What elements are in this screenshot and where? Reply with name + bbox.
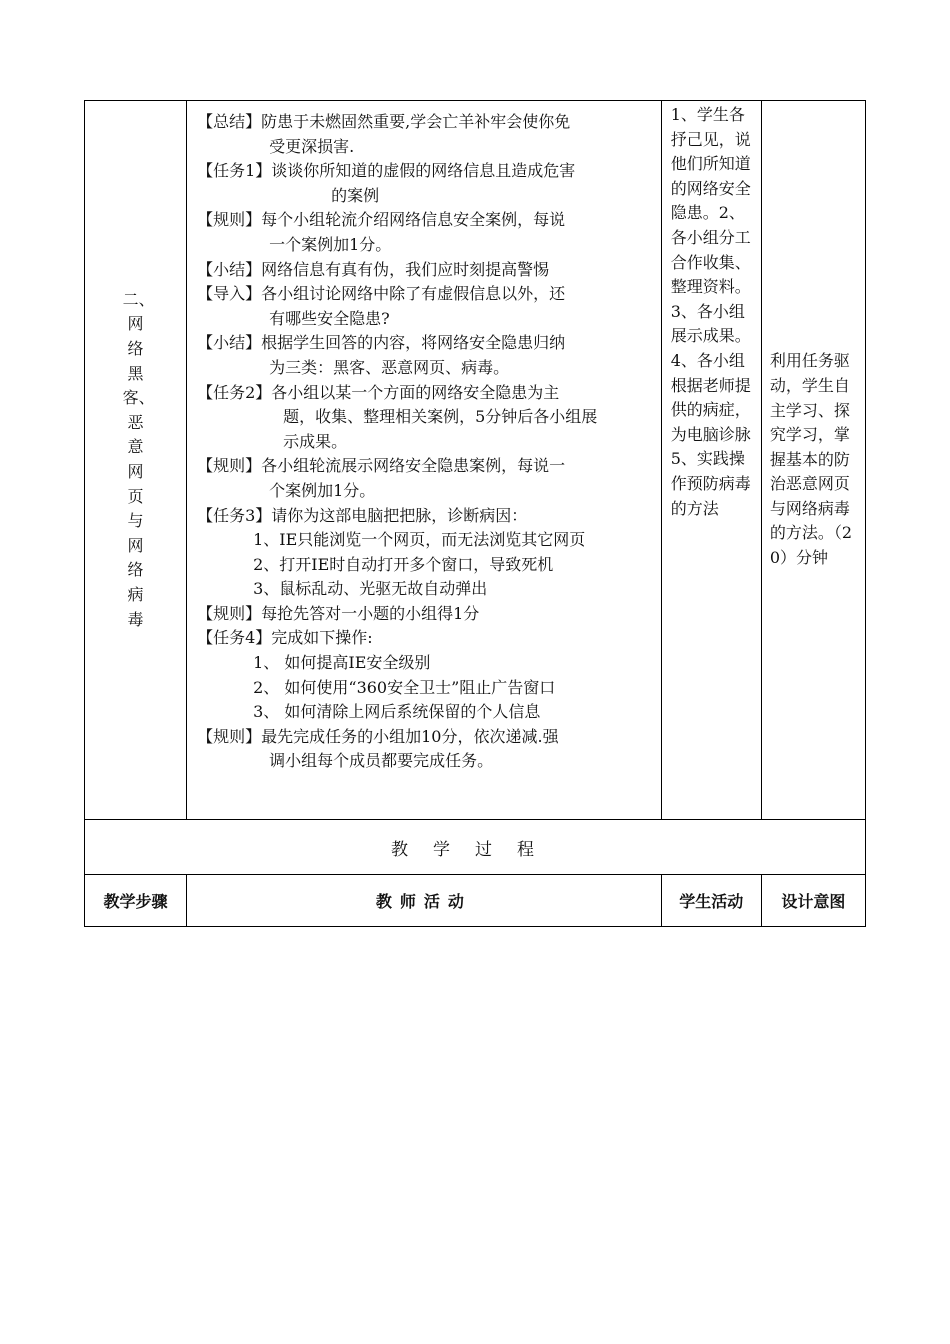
teacher-activity-line: 【小结】网络信息有真有伪，我们应时刻提高警惕 — [197, 259, 550, 279]
teacher-activity-line: 【任务3】请你为这部电脑把把脉，诊断病因： — [197, 505, 528, 525]
teacher-activity-line: 【任务1】谈谈你所知道的虚假的网络信息且造成危害 — [197, 161, 576, 181]
student-activity-cell — [661, 101, 761, 820]
teacher-activity-line: 【总结】防患于未燃固然重要,学会亡羊补牢会使你免 — [197, 112, 571, 131]
teacher-activity-line: 2、打开IE时自动打开多个窗口，导致死机 — [253, 554, 554, 574]
step-title: 二、网络黑客、恶意网页与网络病毒 — [122, 289, 155, 629]
teacher-activity-line: 调小组每个成员都要完成任务。 — [269, 751, 494, 771]
teacher-activity-line: 个案例加1分。 — [269, 480, 376, 500]
teacher-activity-lines — [197, 110, 655, 774]
column-header-row — [85, 875, 866, 927]
student-activity-text: 1、学生各抒己见，说他们所知道的网络安全隐患。2、各小组分工合作收集、整理资料。3、各小组展示成果。4、各小组根据老师提供的病症，为电脑诊脉5、实践操作预防病毒的方法 — [670, 105, 751, 518]
teacher-activity-line: 1、IE只能浏览一个网页，而无法浏览其它网页 — [253, 530, 586, 550]
lesson-plan-table — [84, 100, 866, 927]
teacher-activity-line: 【小结】根据学生回答的内容，将网络安全隐患归纳 — [197, 333, 566, 353]
header-design: 设计意图 — [761, 875, 865, 927]
teacher-activity-line: 题，收集、整理相关案例，5分钟后各小组展 — [283, 407, 598, 427]
section-row — [85, 101, 866, 820]
teacher-activity-line: 1、 如何提高IE安全级别 — [253, 653, 431, 673]
teacher-activity-line: 【任务4】完成如下操作: — [197, 628, 373, 648]
header-step: 教学步骤 — [85, 875, 187, 927]
design-intent-cell — [761, 101, 865, 820]
teacher-activity-line: 【规则】各小组轮流展示网络安全隐患案例，每说一 — [197, 456, 566, 476]
teacher-activity-line: 一个案例加1分。 — [269, 234, 392, 254]
teacher-activity-line: 示成果。 — [283, 431, 348, 451]
teacher-activity-line: 有哪些安全隐患? — [269, 308, 390, 328]
teacher-activity-line: 【规则】每抢先答对一小题的小组得1分 — [197, 603, 480, 623]
teacher-activity-line: 2、 如何使用“360安全卫士”阻止广告窗口 — [253, 677, 556, 697]
teacher-activity-line: 【规则】每个小组轮流介绍网络信息安全案例，每说 — [197, 210, 566, 230]
header-teacher: 教师活动 — [187, 875, 662, 927]
teacher-activity-line: 3、鼠标乱动、光驱无故自动弹出 — [253, 579, 488, 599]
teacher-activity-line: 3、 如何清除上网后系统保留的个人信息 — [253, 702, 541, 722]
teacher-activity-line: 【任务2】各小组以某一个方面的网络安全隐患为主 — [197, 382, 560, 402]
teacher-activity-line: 受更深损害. — [269, 136, 355, 156]
header-student: 学生活动 — [661, 875, 761, 927]
process-heading-row — [85, 820, 866, 875]
teacher-activity-line: 的案例 — [331, 185, 380, 205]
process-heading: 教学过程 — [85, 820, 866, 875]
design-intent-text: 利用任务驱动，学生自主学习、探究学习，掌握基本的防治恶意网页与网络病毒的方法。（20）分钟 — [769, 351, 853, 568]
teacher-activity-line: 【规则】最先完成任务的小组加10分，依次递减.强 — [197, 726, 559, 746]
teacher-activity-line: 【导入】各小组讨论网络中除了有虚假信息以外，还 — [197, 284, 566, 304]
teacher-activity-line: 为三类：黑客、恶意网页、病毒。 — [269, 357, 510, 377]
teacher-activity-cell — [187, 101, 662, 820]
step-cell — [85, 101, 187, 820]
